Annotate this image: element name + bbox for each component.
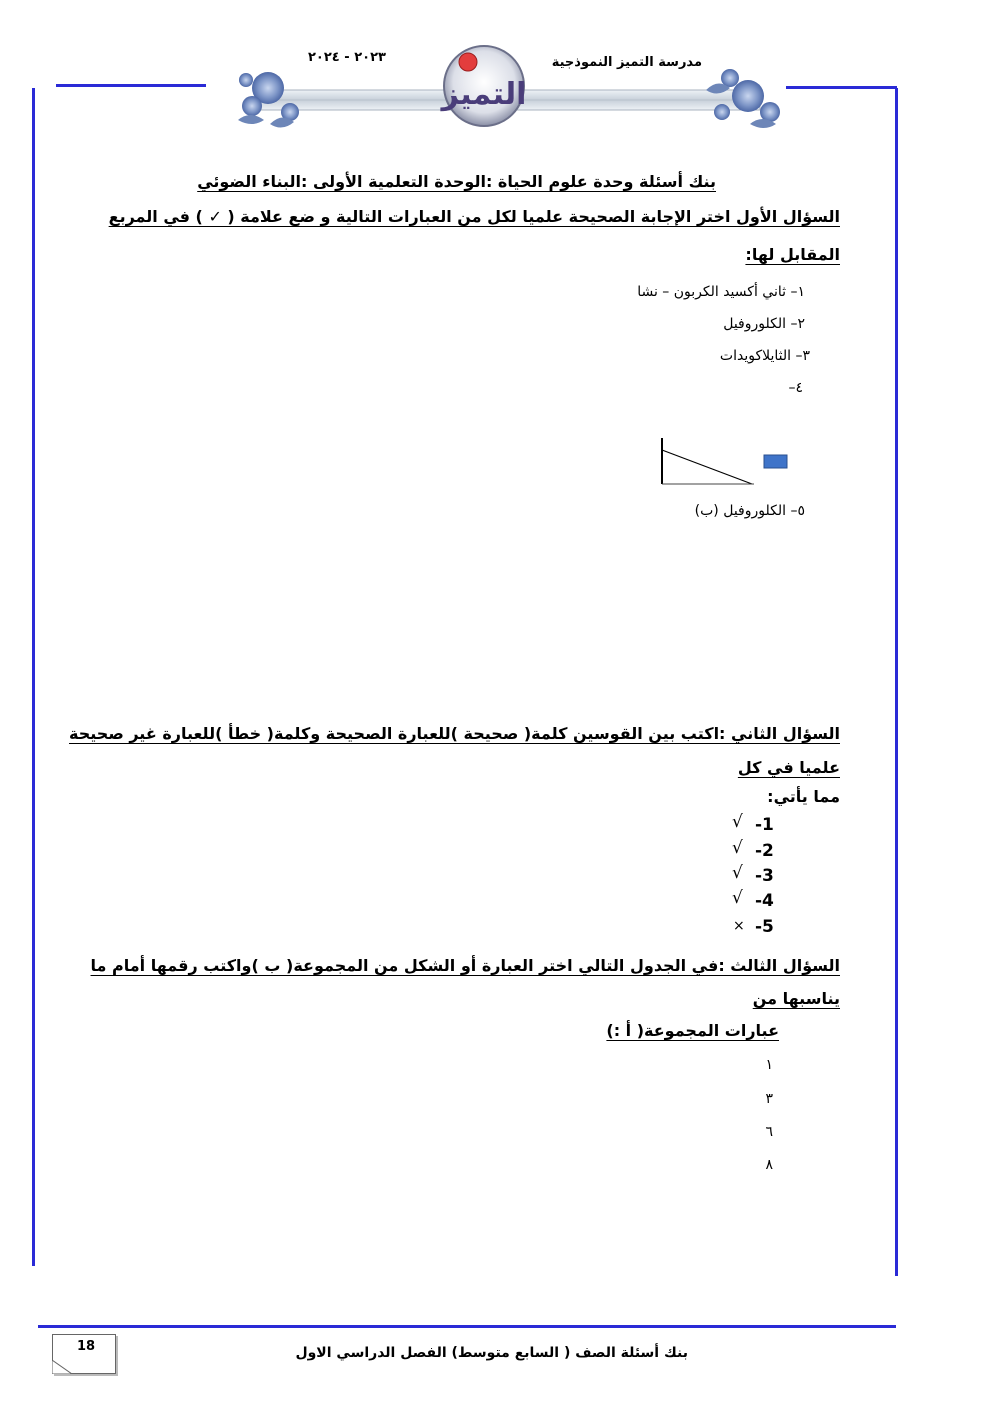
q1-item-4: ٤– [788,380,803,396]
school-year: ٢٠٢٣ - ٢٠٢٤ [308,50,386,65]
q1-item-2: ٢– الكلوروفيل [723,316,805,332]
q2-item-mark: √ [732,838,743,858]
frame-top-left-line [56,84,206,87]
page-title: بنك أسئلة وحدة علوم الحياة :الوحدة التعلمية الأولى :البناء الضوئي [197,172,716,191]
q2-item-number: -5 [755,917,774,937]
footer-line [38,1325,896,1328]
q2-heading-line1: السؤال الثاني :اكتب بين القوسين كلمة( صحيحة )للعبارة الصحيحة وكلمة( خطأ )للعبارة غير صحيحة [69,724,840,743]
page-number-box [52,1334,116,1374]
school-name: مدرسة التميز النموذجية [551,55,702,70]
q3-number: ٦ [765,1124,773,1140]
q1-heading-line1: السؤال الأول اختر الإجابة الصحيحة علميا لكل من العبارات التالية و ضع علامة ( ✓ ) في المربع [108,207,840,226]
frame-right-line [895,88,898,1276]
q2-heading-line2: علميا في كل [737,758,840,777]
blue-rectangle [764,455,787,468]
q3-heading-line1: السؤال الثالث :في الجدول التالي اختر العبارة أو الشكل من المجموعة( ب )واكتب رقمها أمام ما [90,956,840,975]
q3-number: ١ [765,1057,773,1073]
q2-heading-line3: مما يأتي: [767,787,840,806]
q3-number: ٨ [765,1157,773,1173]
page-fold-icon [52,1360,72,1374]
q3-heading-line2: يناسبها من [752,989,840,1008]
q2-item-number: -4 [755,891,774,911]
q1-item-3: ٣– الثايلاكويدات [719,348,810,364]
q2-item-mark: √ [732,888,743,908]
q3-group-label: عبارات المجموعة( أ :) [606,1021,779,1040]
q1-heading-line2: المقابل لها: [745,245,840,264]
frame-top-right-line [786,86,897,89]
q2-item-number: -3 [755,866,774,886]
q2-item-mark: √ [732,863,743,883]
q2-item-mark: × [733,918,745,934]
q1-item-1: ١– ثاني أكسيد الكربون – نشا [637,284,805,300]
q1-item-5: ٥– الكلوروفيل (ب) [694,503,805,519]
page-number: 18 [77,1339,96,1354]
footer-text: بنك أسئلة الصف ( السابع متوسط) الفصل الدراسي الاول [295,1345,688,1361]
q2-item-number: -2 [755,841,774,861]
diagram-figure [656,436,796,488]
q2-item-number: -1 [755,815,774,835]
frame-left-line [32,88,35,1266]
q3-number: ٣ [765,1091,773,1107]
logo-text: التميز [441,77,527,112]
q2-item-mark: √ [732,812,743,832]
